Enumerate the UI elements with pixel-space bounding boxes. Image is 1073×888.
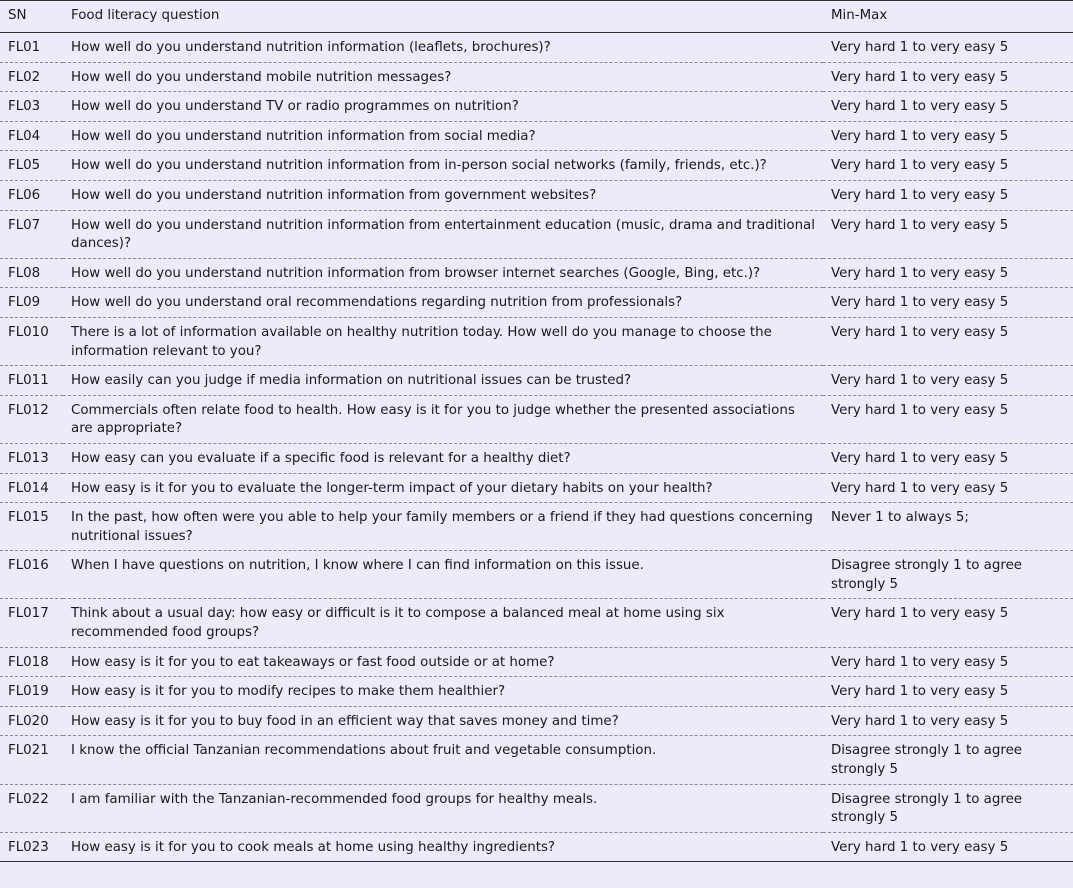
table-row — [0, 832, 1073, 862]
row-sn: FL017 — [8, 606, 49, 622]
row-minmax: Very hard 1 to very easy 5 — [831, 480, 1009, 496]
row-question: How well do you understand nutrition information from government websites? — [71, 187, 597, 203]
row-minmax: Very hard 1 to very easy 5 — [831, 128, 1009, 144]
row-sn: FL015 — [8, 510, 49, 526]
row-question: How well do you understand oral recommendations regarding nutrition from professionals? — [71, 295, 683, 311]
row-sn: FL020 — [8, 713, 49, 729]
row-minmax: Very hard 1 to very easy 5 — [831, 295, 1009, 311]
row-question: How easy is it for you to evaluate the longer-term impact of your dietary habits on your health? — [71, 480, 713, 496]
row-sn: FL014 — [8, 480, 49, 496]
row-sn: FL08 — [8, 265, 41, 281]
header-sn: SN — [8, 8, 27, 24]
table-row — [0, 62, 1073, 92]
row-minmax: Disagree strongly 1 to agree strongly 5 — [831, 558, 1023, 592]
row-question: How well do you understand nutrition information (leaflets, brochures)? — [71, 40, 551, 55]
table-row — [0, 677, 1073, 707]
header-minmax: Min-Max — [831, 8, 888, 24]
row-minmax: Very hard 1 to very easy 5 — [831, 450, 1009, 466]
row-sn: FL01 — [8, 40, 41, 55]
table-row — [0, 706, 1073, 736]
row-minmax: Disagree strongly 1 to agree strongly 5 — [831, 743, 1023, 778]
table-row — [0, 473, 1073, 503]
row-minmax: Very hard 1 to very easy 5 — [831, 606, 1009, 622]
row-question: How easy is it for you to buy food in an efficient way that saves money and time? — [71, 713, 619, 729]
row-question: I am familiar with the Tanzanian-recommended food groups for healthy meals. — [71, 791, 598, 807]
row-question: In the past, how often were you able to help your family members or a friend if they had questions concerning nutritional issues? — [71, 510, 813, 544]
table-row — [0, 151, 1073, 181]
row-minmax: Disagree strongly 1 to agree strongly 5 — [831, 791, 1023, 826]
row-sn: FL019 — [8, 684, 49, 700]
row-sn: FL05 — [8, 158, 41, 174]
row-sn: FL021 — [8, 743, 49, 759]
table-row — [0, 599, 1073, 647]
row-sn: FL016 — [8, 558, 49, 574]
row-sn: FL04 — [8, 128, 41, 144]
row-minmax: Very hard 1 to very easy 5 — [831, 158, 1009, 174]
table-row — [0, 33, 1073, 63]
row-minmax: Very hard 1 to very easy 5 — [831, 684, 1009, 700]
table-row — [0, 366, 1073, 396]
table-row — [0, 443, 1073, 473]
row-question: I know the official Tanzanian recommendations about fruit and vegetable consumption. — [71, 743, 657, 759]
row-minmax: Very hard 1 to very easy 5 — [831, 373, 1009, 389]
row-question: How well do you understand nutrition information from browser internet searches (Google, Bing, etc.)? — [71, 265, 761, 281]
header-row — [0, 1, 1073, 33]
table-row — [0, 92, 1073, 122]
row-minmax: Never 1 to always 5; — [831, 510, 969, 526]
row-sn: FL010 — [8, 324, 49, 340]
row-question: How well do you understand TV or radio programmes on nutrition? — [71, 99, 519, 115]
row-question: Think about a usual day: how easy or difficult is it to compose a balanced meal at home using six recommended food groups? — [71, 606, 725, 641]
row-question: Commercials often relate food to health. How easy is it for you to judge whether the presented associations are appropriate? — [71, 402, 795, 437]
row-sn: FL02 — [8, 69, 41, 85]
row-question: How easy can you evaluate if a specific food is relevant for a healthy diet? — [71, 450, 571, 466]
row-question: How well do you understand nutrition information from entertainment education (music, drama and traditional dances)? — [71, 217, 815, 252]
table-row — [0, 736, 1073, 784]
header-question: Food literacy question — [71, 8, 220, 24]
table-row — [0, 210, 1073, 258]
row-sn: FL07 — [8, 217, 41, 233]
row-sn: FL09 — [8, 295, 41, 311]
table-row — [0, 784, 1073, 832]
row-sn: FL018 — [8, 654, 49, 670]
row-question: There is a lot of information available on healthy nutrition today. How well do you manage to choose the information relevant to you? — [71, 324, 772, 359]
row-minmax: Very hard 1 to very easy 5 — [831, 99, 1009, 115]
row-minmax: Very hard 1 to very easy 5 — [831, 40, 1009, 55]
row-sn: FL022 — [8, 791, 49, 807]
row-question: How well do you understand nutrition information from in-person social networks (family, friends, etc.)? — [71, 158, 767, 174]
table-row — [0, 317, 1073, 365]
row-sn: FL011 — [8, 373, 49, 389]
row-minmax: Very hard 1 to very easy 5 — [831, 839, 1009, 855]
row-question: How easy is it for you to modify recipes to make them healthier? — [71, 684, 506, 700]
row-minmax: Very hard 1 to very easy 5 — [831, 402, 1009, 418]
table-header — [0, 1, 1073, 33]
table-row — [0, 551, 1073, 599]
row-question: How easy is it for you to eat takeaways or fast food outside or at home? — [71, 654, 555, 670]
row-sn: FL023 — [8, 839, 49, 855]
row-minmax: Very hard 1 to very easy 5 — [831, 217, 1009, 233]
row-question: When I have questions on nutrition, I know where I can find information on this issue. — [71, 558, 644, 574]
row-sn: FL012 — [8, 402, 49, 418]
table-row — [0, 647, 1073, 677]
row-minmax: Very hard 1 to very easy 5 — [831, 713, 1009, 729]
table-row — [0, 258, 1073, 288]
table-row — [0, 503, 1073, 551]
table-row — [0, 121, 1073, 151]
table-row — [0, 180, 1073, 210]
row-question: How well do you understand mobile nutrition messages? — [71, 69, 452, 85]
row-minmax: Very hard 1 to very easy 5 — [831, 265, 1009, 281]
table-row — [0, 288, 1073, 318]
row-sn: FL06 — [8, 187, 41, 203]
row-sn: FL013 — [8, 450, 49, 466]
row-minmax: Very hard 1 to very easy 5 — [831, 69, 1009, 85]
table-row — [0, 395, 1073, 443]
row-question: How easy is it for you to cook meals at home using healthy ingredients? — [71, 839, 556, 855]
row-question: How easily can you judge if media information on nutritional issues can be trusted? — [71, 373, 632, 389]
table-body — [0, 33, 1073, 862]
row-minmax: Very hard 1 to very easy 5 — [831, 187, 1009, 203]
row-sn: FL03 — [8, 99, 41, 115]
row-minmax: Very hard 1 to very easy 5 — [831, 654, 1009, 670]
row-question: How well do you understand nutrition information from social media? — [71, 128, 536, 144]
row-minmax: Very hard 1 to very easy 5 — [831, 324, 1009, 340]
